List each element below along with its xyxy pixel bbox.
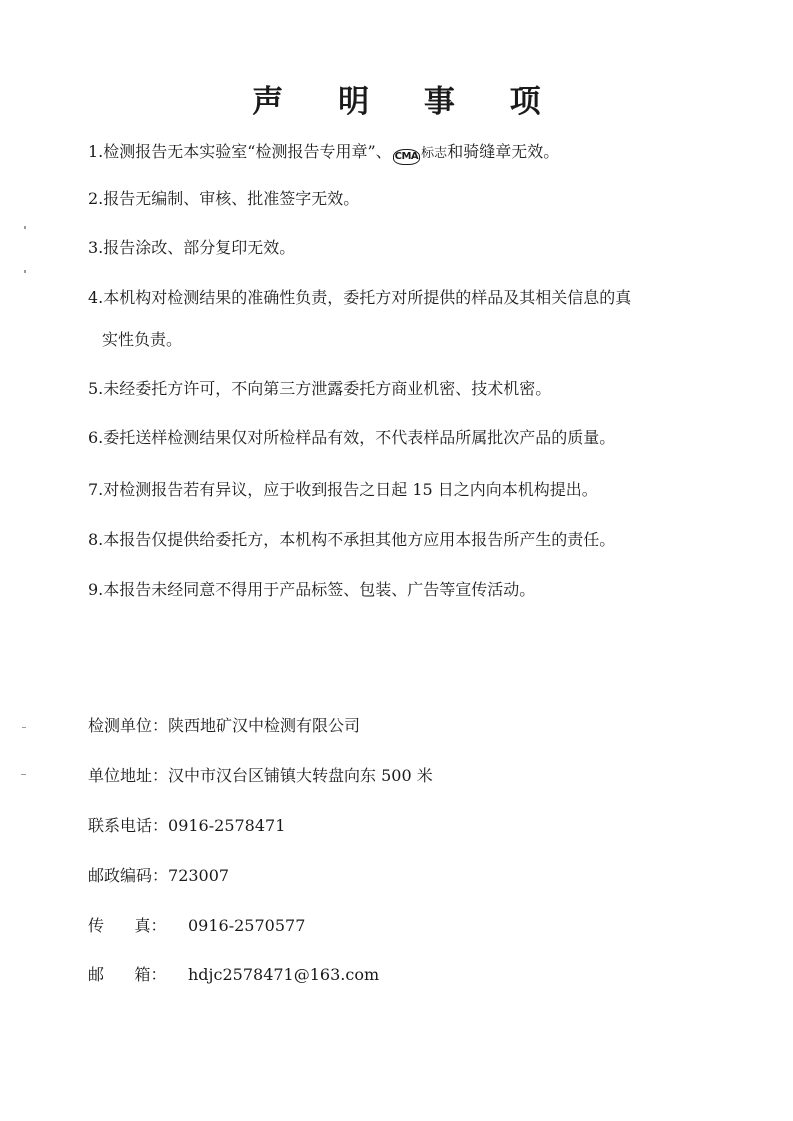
email-value: hdjc2578471@163.com bbox=[188, 965, 380, 984]
clause-9 bbox=[88, 580, 748, 600]
contact-address bbox=[88, 766, 433, 786]
clause-text: 未经委托方许可，不向第三方泄露委托方商业机密、技术机密。 bbox=[103, 379, 552, 398]
clause-text: 报告涂改、部分复印无效。 bbox=[103, 238, 296, 257]
clause-number: 3. bbox=[88, 238, 104, 257]
clause-7 bbox=[88, 480, 748, 500]
clause-8 bbox=[88, 530, 748, 550]
unit-value: 陕西地矿汉中检测有限公司 bbox=[168, 716, 361, 735]
clause-4 bbox=[88, 288, 748, 350]
address-label: 单位地址： bbox=[88, 766, 169, 785]
clause-1 bbox=[88, 142, 748, 165]
clause-number: 6. bbox=[88, 428, 104, 447]
clause-number: 2. bbox=[88, 189, 104, 208]
clause-text: 报告无编制、审核、批准签字无效。 bbox=[103, 189, 360, 208]
contact-unit bbox=[88, 716, 360, 736]
clause-text: 本机构对检测结果的准确性负责，委托方对所提供的样品及其相关信息的真 bbox=[103, 288, 632, 307]
fax-label: 传 真： bbox=[88, 916, 167, 935]
clause-number: 1. bbox=[88, 142, 104, 161]
phone-value: 0916-2578471 bbox=[168, 816, 286, 835]
scan-speck bbox=[21, 774, 26, 775]
clause-2 bbox=[88, 189, 748, 209]
scan-speck bbox=[22, 727, 26, 728]
clause-5 bbox=[88, 379, 748, 399]
clause-text-small: 标志 bbox=[421, 146, 448, 161]
contact-phone bbox=[88, 816, 285, 836]
postcode-label: 邮政编码： bbox=[88, 866, 169, 885]
clause-text: 对检测报告若有异议，应于收到报告之日起 15 日之内向本机构提出。 bbox=[103, 480, 598, 499]
fax-value: 0916-2570577 bbox=[188, 916, 306, 935]
scan-speck bbox=[24, 270, 26, 273]
phone-label: 联系电话： bbox=[88, 816, 169, 835]
contact-email bbox=[88, 965, 379, 985]
clause-number: 4. bbox=[88, 288, 104, 307]
clause-text: 本报告仅提供给委托方，本机构不承担其他方应用本报告所产生的责任。 bbox=[103, 530, 616, 549]
clause-number: 5. bbox=[88, 379, 104, 398]
clause-text: 和骑缝章无效。 bbox=[447, 142, 560, 161]
postcode-value: 723007 bbox=[168, 866, 230, 885]
clause-3 bbox=[88, 238, 748, 258]
address-value: 汉中市汉台区铺镇大转盘向东 500 米 bbox=[168, 766, 433, 785]
contact-postcode bbox=[88, 866, 229, 886]
email-label: 邮 箱： bbox=[88, 965, 167, 984]
clause-text: 委托送样检测结果仅对所检样品有效，不代表样品所属批次产品的质量。 bbox=[103, 428, 616, 447]
page-title: 声 明 事 项 bbox=[252, 84, 563, 120]
clause-text-continuation: 实性负责。 bbox=[102, 330, 183, 349]
clause-number: 8. bbox=[88, 530, 104, 549]
clause-number: 9. bbox=[88, 580, 104, 599]
clause-number: 7. bbox=[88, 480, 104, 499]
contact-fax bbox=[88, 916, 305, 936]
unit-label: 检测单位： bbox=[88, 716, 169, 735]
cma-seal-icon: CMA bbox=[393, 149, 421, 165]
scan-speck bbox=[24, 226, 26, 229]
clause-text: 检测报告无本实验室“检测报告专用章”、 bbox=[103, 142, 392, 161]
clause-text: 本报告未经同意不得用于产品标签、包装、广告等宣传活动。 bbox=[103, 580, 536, 599]
clause-6 bbox=[88, 428, 748, 448]
